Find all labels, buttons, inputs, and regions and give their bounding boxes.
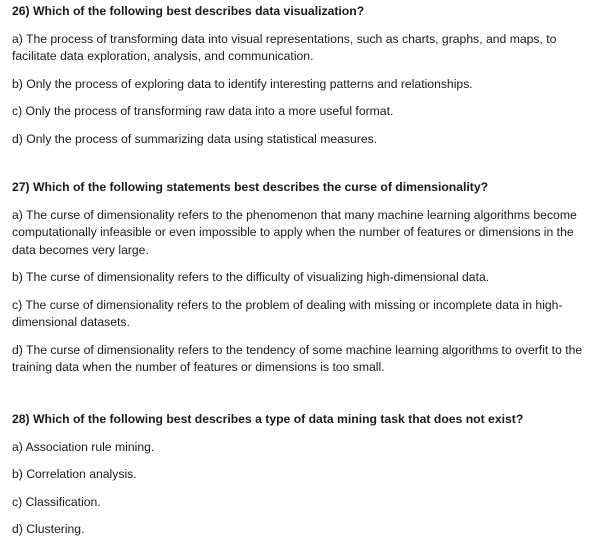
option-d: d) Clustering. bbox=[12, 522, 85, 536]
question-26 bbox=[12, 3, 592, 148]
option-b: b) Only the process of exploring data to identify interesting patterns and relationships. bbox=[12, 76, 473, 91]
option-a: a) The process of transforming data into visual representations, such as charts, graphs, and maps, to facilitate data exploration, analysis, and communication. bbox=[12, 31, 557, 63]
option-c: c) The curse of dimensionality refers to the problem of dealing with missing or incomplete data in high-dimensional datasets. bbox=[12, 297, 563, 329]
question-title: 27) Which of the following statements best describes the curse of dimensionality? bbox=[12, 180, 489, 194]
option-a: a) The curse of dimensionality refers to the phenomenon that many machine learning algorithms become computationally infeasible or even impossible to apply when the number of features or dimensions in the data becomes very large. bbox=[12, 207, 577, 257]
question-title: 28) Which of the following best describes a type of data mining task that does not exist? bbox=[12, 412, 524, 426]
option-d: d) Only the process of summarizing data using statistical measures. bbox=[12, 131, 378, 146]
option-a: a) Association rule mining. bbox=[12, 439, 155, 454]
question-28 bbox=[12, 411, 592, 539]
option-c: c) Only the process of transforming raw data into a more useful format. bbox=[12, 104, 394, 118]
option-b: b) Correlation analysis. bbox=[12, 467, 137, 481]
option-b: b) The curse of dimensionality refers to the difficulty of visualizing high-dimensional data. bbox=[12, 270, 490, 284]
question-title: 26) Which of the following best describes data visualization? bbox=[12, 4, 365, 18]
option-c: c) Classification. bbox=[12, 494, 101, 509]
option-d: d) The curse of dimensionality refers to the tendency of some machine learning algorithms to overfit to the training data when the number of features or dimensions is too small. bbox=[12, 342, 583, 374]
question-27 bbox=[12, 179, 592, 377]
